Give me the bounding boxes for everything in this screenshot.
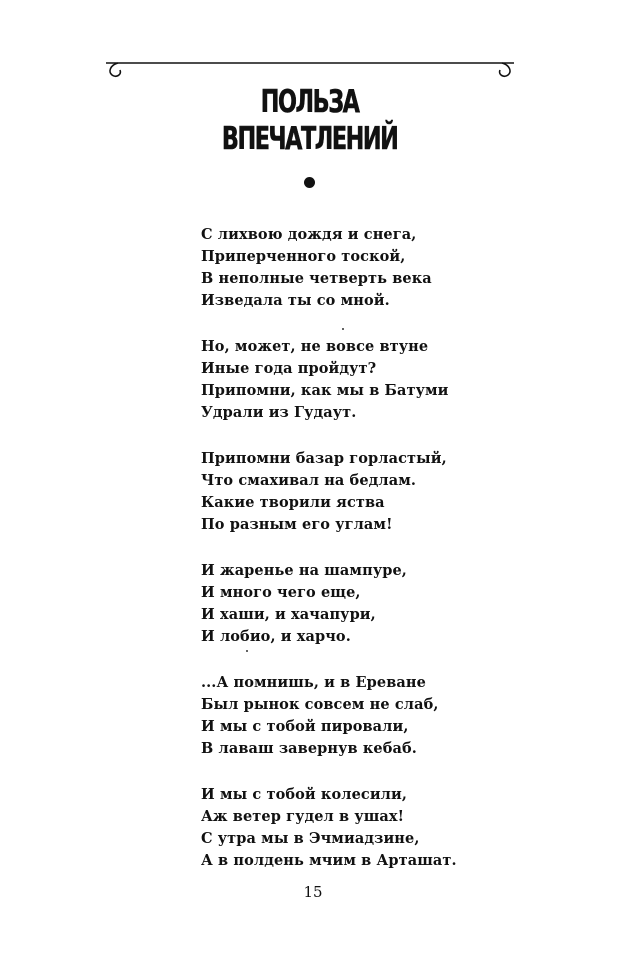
- verse-line: В лаваш завернув кебаб.: [201, 740, 417, 757]
- verse-line: И лобио, и харчо.: [201, 628, 351, 645]
- left-curl-ornament: [110, 63, 120, 76]
- stanza-6: [201, 784, 561, 872]
- verse-line: И жаренье на шампуре,: [201, 562, 407, 579]
- verse-line: Припомни базар горластый,: [201, 450, 447, 467]
- top-ornamental-rule: [98, 58, 522, 82]
- verse-line: И мы с тобой колесили,: [201, 786, 408, 803]
- verse-line: Приперченного тоской,: [201, 248, 406, 265]
- poem-body: [201, 224, 561, 896]
- verse-line: ...А помнишь, и в Ереване: [201, 674, 426, 691]
- verse-line: С утра мы в Эчмиадзине,: [201, 830, 420, 847]
- stanza-1: [201, 224, 561, 312]
- verse-line: Аж ветер гудел в ушах!: [201, 808, 405, 825]
- verse-line: И хаши, и хачапури,: [201, 606, 376, 623]
- verse-line: По разным его углам!: [201, 516, 393, 533]
- verse-line: Был рынок совсем не слаб,: [201, 696, 439, 713]
- verse-line: И мы с тобой пировали,: [201, 718, 409, 735]
- verse-line: И много чего еще,: [201, 584, 361, 601]
- stanza-5: [201, 672, 561, 760]
- verse-line: Удрали из Гудаут.: [201, 404, 357, 421]
- verse-line: С лихвою дождя и снега,: [201, 226, 417, 243]
- verse-line: Что смахивал на бедлам.: [201, 472, 417, 489]
- verse-line: Изведала ты со мной.: [201, 292, 390, 309]
- verse-line: Какие творили яства: [201, 494, 385, 511]
- stanza-2: [201, 336, 561, 424]
- right-curl-ornament: [500, 63, 510, 76]
- stanza-4: [201, 560, 561, 648]
- print-speck: [342, 328, 344, 330]
- verse-line: А в полдень мчим в Арташат.: [201, 852, 457, 869]
- page-number: 15: [303, 883, 323, 901]
- print-speck: [246, 650, 248, 652]
- verse-line: Но, может, не вовсе втуне: [201, 338, 429, 355]
- verse-line: Припомни, как мы в Батуми: [201, 382, 449, 399]
- stanza-3: [201, 448, 561, 536]
- title-line-1: ПОЛЬЗА: [260, 84, 359, 120]
- title-line-2: ВПЕЧАТЛЕНИЙ: [221, 121, 398, 157]
- poem-title: [87, 84, 533, 158]
- title-bullet-ornament: [304, 177, 315, 188]
- verse-line: В неполные четверть века: [201, 270, 432, 287]
- verse-line: Иные года пройдут?: [201, 360, 377, 377]
